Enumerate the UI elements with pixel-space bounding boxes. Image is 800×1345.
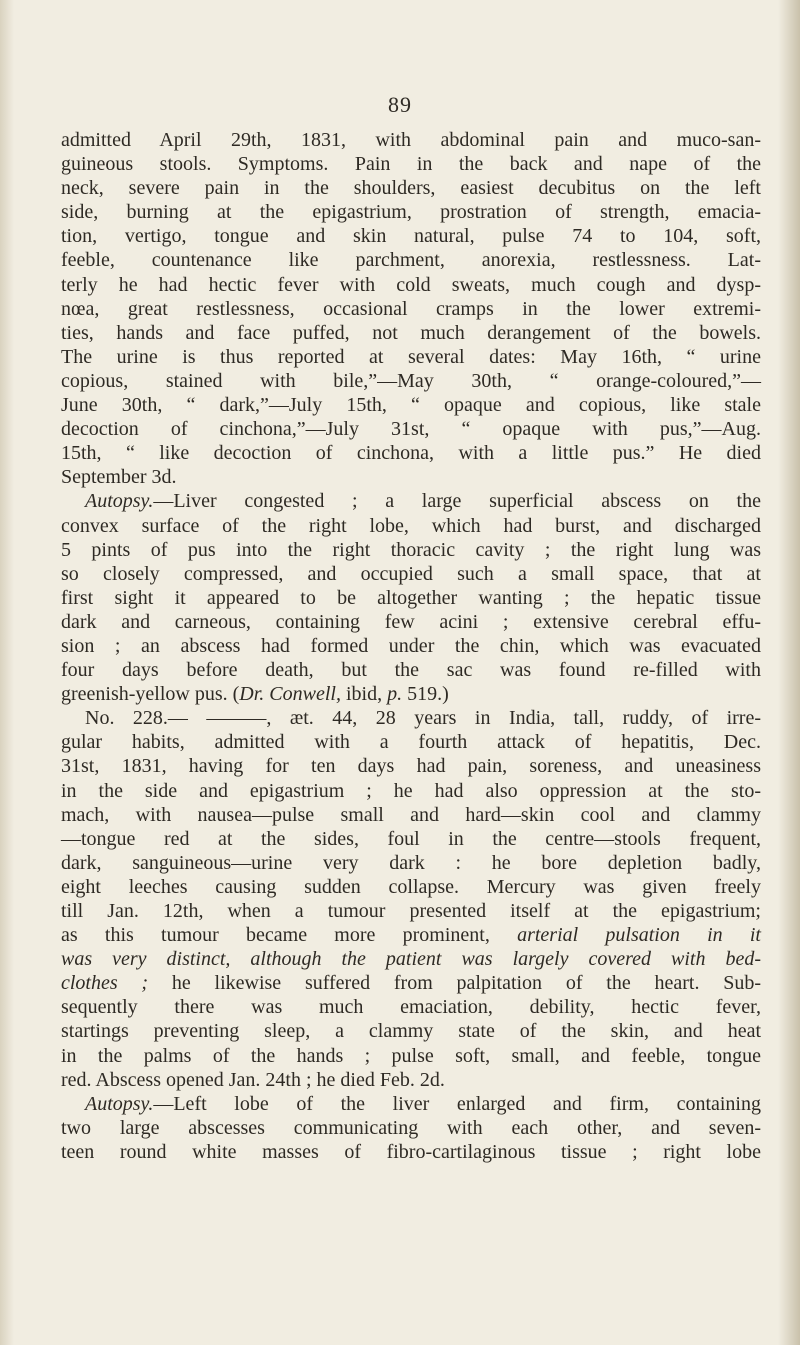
text-line: four days before death, but the sac was found re-filled with [61,659,761,682]
text-line: tion, vertigo, tongue and skin natural, pulse 74 to 104, soft, [61,225,761,248]
text-line: mach, with nausea—pulse small and hard—skin cool and clammy [61,803,761,826]
text-line: teen round white masses of fibro-cartilaginous tissue ; right lobe [61,1140,761,1163]
text-line: guineous stools. Symptoms. Pain in the back and nape of the [61,153,761,176]
text-line: as this tumour became more prominent, arterial pulsation in it [61,924,761,947]
text-line: dark, sanguineous—urine very dark : he bore depletion badly, [61,851,761,874]
text-line: dark and carneous, containing few acini ; extensive cerebral effu- [61,610,761,633]
text-line: gular habits, admitted with a fourth attack of hepatitis, Dec. [61,731,761,754]
text-line: greenish-yellow pus. (Dr. Conwell, ibid, p. 519.) [61,683,449,706]
text-line: side, burning at the epigastrium, prostration of strength, emacia- [61,201,761,224]
text-line: Autopsy.—Liver congested ; a large superficial abscess on the [85,490,761,513]
text-line: —tongue red at the sides, foul in the centre—stools frequent, [61,827,761,850]
text-line: admitted April 29th, 1831, with abdominal pain and muco-san- [61,129,761,151]
text-line: so closely compressed, and occupied such a small space, that at [61,562,761,585]
text-line: in the side and epigastrium ; he had also oppression at the sto- [61,779,761,802]
text-line: nœa, great restlessness, occasional cramps in the lower extremi- [61,297,761,320]
text-line: first sight it appeared to be altogether wanting ; the hepatic tissue [61,586,761,609]
text-line: feeble, countenance like parchment, anorexia, restlessness. Lat- [61,249,761,272]
text-line: neck, severe pain in the shoulders, easiest decubitus on the left [61,177,761,200]
body-text [61,128,761,1164]
page-edge-right [778,0,800,1345]
text-line: two large abscesses communicating with each other, and seven- [61,1116,761,1139]
text-line: copious, stained with bile,”—May 30th, “ orange-coloured,”— [61,369,761,392]
text-line: The urine is thus reported at several dates: May 16th, “ urine [61,345,761,368]
text-line: sion ; an abscess had formed under the chin, which was evacuated [61,634,761,657]
text-line: 5 pints of pus into the right thoracic cavity ; the right lung was [61,538,761,561]
text-line: 31st, 1831, having for ten days had pain, soreness, and uneasiness [61,755,761,778]
text-line: June 30th, “ dark,”—July 15th, “ opaque and copious, like stale [61,394,761,417]
text-line: decoction of cinchona,”—July 31st, “ opaque with pus,”—Aug. [61,418,761,441]
text-line: ties, hands and face puffed, not much derangement of the bowels. [61,321,761,344]
text-line: No. 228.— ———, æt. 44, 28 years in India, tall, ruddy, of irre- [85,707,761,730]
text-line: startings preventing sleep, a clammy state of the skin, and heat [61,1020,761,1043]
text-line: eight leeches causing sudden collapse. Mercury was given freely [61,875,761,898]
text-line: sequently there was much emaciation, debility, hectic fever, [61,996,761,1019]
text-line: terly he had hectic fever with cold sweats, much cough and dysp- [61,273,761,296]
text-line: was very distinct, although the patient was largely covered with bed- [61,948,761,971]
text-line: convex surface of the right lobe, which had burst, and discharged [61,514,761,537]
text-line: clothes ; he likewise suffered from palpitation of the heart. Sub- [61,972,761,995]
page-edge-left [0,0,14,1345]
text-line: red. Abscess opened Jan. 24th ; he died Feb. 2d. [61,1068,445,1091]
text-line: till Jan. 12th, when a tumour presented itself at the epigastrium; [61,900,761,922]
text-line: September 3d. [61,466,177,489]
text-line: Autopsy.—Left lobe of the liver enlarged and firm, containing [85,1092,761,1115]
text-line: in the palms of the hands ; pulse soft, small, and feeble, tongue [61,1044,761,1067]
page-number: 89 [388,92,412,117]
text-line: 15th, “ like decoction of cinchona, with a little pus.” He died [61,442,761,465]
